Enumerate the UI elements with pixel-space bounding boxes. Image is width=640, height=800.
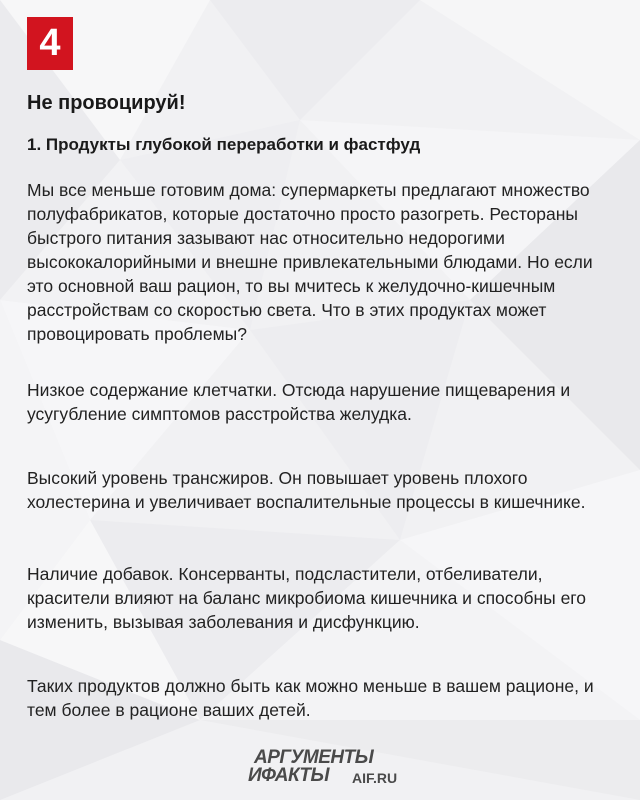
logo-line-1: АРГУМЕНТЫ <box>254 747 374 768</box>
paragraph-trans-fats: Высокий уровень трансжиров. Он повышает уровень плохого холестерина и увеличивает воспалительные процессы в кишечнике. <box>27 468 586 512</box>
page-heading: Не провоцируй! <box>27 92 186 114</box>
section-title: 1. Продукты глубокой переработки и фастфуд <box>27 135 421 154</box>
logo-site: AIF.RU <box>352 770 398 786</box>
aif-logo <box>248 748 418 792</box>
paragraph-conclusion: Таких продуктов должно быть как можно меньше в вашем рационе, и тем более в рационе ваших детей. <box>27 676 594 720</box>
paragraph-additives: Наличие добавок. Консерванты, подсластители, отбеливатели, красители влияют на баланс микробиома кишечника и способны его изменить, вызывая заболевания и дисфункцию. <box>27 564 587 632</box>
logo-line-2: ИФАКТЫ <box>248 765 330 786</box>
paragraph-fiber: Низкое содержание клетчатки. Отсюда нарушение пищеварения и усугубление симптомов расстройства желудка. <box>27 380 571 424</box>
paragraph-intro: Мы все меньше готовим дома: супермаркеты предлагают множество полуфабрикатов, которые достаточно просто разогреть. Рестораны быстрого питания зазывают нас относительно недорогими высококалорийными и внешне привлекательными блюдами. Но если это основной ваш рацион, то вы мчитесь к желудочно-кишечным расстройствам со скоростью света. Что в этих продуктах может провоцировать проблемы? <box>27 180 593 344</box>
card-number-badge: 4 <box>27 17 73 70</box>
